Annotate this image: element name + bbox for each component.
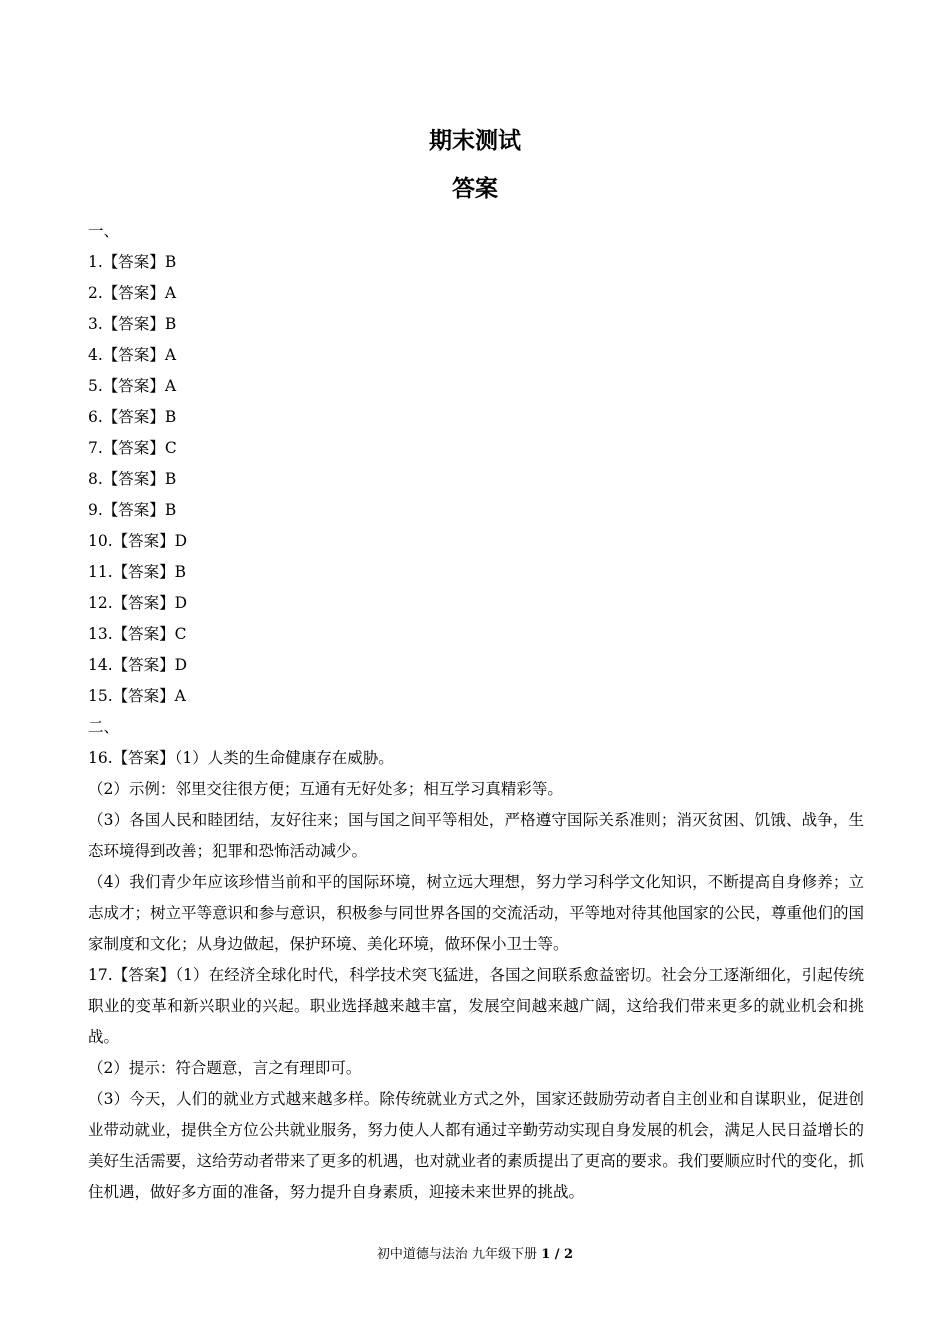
answer-row (88, 247, 864, 278)
page-title: 期末测试 (429, 128, 521, 154)
answer-value: D (174, 594, 188, 612)
q17-part1-text: （1）在经济全球化时代，科学技术突飞猛进，各国之间联系愈益密切。社会分工逐渐细化，引起传统职业的变革和新兴职业的兴起。职业选择越来越丰富，发展空间越来越广阔，这给我们带来更多的就业机会和挑战。 (88, 966, 864, 1046)
question-number: 13. (88, 625, 113, 643)
answer-value: A (164, 377, 177, 395)
page-subtitle: 答案 (452, 176, 498, 202)
answer-content (88, 216, 864, 1208)
answer-row (88, 526, 864, 557)
q16-part4: （4）我们青少年应该珍惜当前和平的国际环境，树立远大理想，努力学习科学文化知识，不断提高自身修养；立志成才；树立平等意识和参与意识，积极参与同世界各国的交流活动，平等地对待其他国家的公民，尊重他们的国家制度和文化；从身边做起，保护环境、美化环境，做环保小卫士等。 (88, 873, 864, 953)
answer-tag: 【答案】 (112, 594, 175, 612)
answer-row (88, 309, 864, 340)
answer-value: B (164, 470, 177, 488)
answer-row (88, 619, 864, 650)
question-number: 8. (88, 470, 103, 488)
q17-part1 (88, 960, 864, 1053)
question-number: 6. (88, 408, 103, 426)
section-heading-2: 二、 (88, 718, 120, 736)
answer-tag: 【答案】 (102, 346, 165, 364)
answer-tag: 【答案】 (112, 532, 175, 550)
answer-tag: 【答案】 (102, 501, 165, 519)
answer-tag: 【答案】 (112, 656, 175, 674)
answer-tag: 【答案】 (102, 408, 165, 426)
question-number: 10. (88, 532, 113, 550)
answer-row (88, 464, 864, 495)
question-number: 4. (88, 346, 103, 364)
answer-tag: 【答案】 (112, 625, 175, 643)
question-number: 7. (88, 439, 103, 457)
answer-value: D (174, 656, 188, 674)
page-number: 1 / 2 (541, 1247, 574, 1262)
q16-part3: （3）各国人民和睦团结，友好往来；国与国之间平等相处，严格遵守国际关系准则；消灭贫困、饥饿、战争，生态环境得到改善；犯罪和恐怖活动减少。 (88, 811, 864, 860)
question-number: 12. (88, 594, 113, 612)
question-number: 14. (88, 656, 113, 674)
answer-row (88, 495, 864, 526)
answer-value: B (164, 253, 177, 271)
answer-value: B (164, 501, 177, 519)
footer-text: 初中道德与法治 九年级下册 (376, 1247, 538, 1262)
question-number: 3. (88, 315, 103, 333)
answer-value: B (174, 563, 187, 581)
answer-value: A (174, 687, 186, 705)
answer-row (88, 433, 864, 464)
answer-tag: 【答案】 (102, 377, 165, 395)
question-number: 5. (88, 377, 103, 395)
answer-tag: 【答案】 (112, 687, 175, 705)
answer-tag: 【答案】 (102, 315, 165, 333)
section-heading-1: 一、 (88, 222, 120, 240)
answer-row (88, 681, 864, 712)
question-number: 11. (88, 563, 113, 581)
answer-tag: 【答案】 (102, 284, 165, 302)
answer-value: D (174, 532, 188, 550)
answer-value: C (174, 625, 187, 643)
question-number: 9. (88, 501, 103, 519)
q17-part3: （3）今天，人们的就业方式越来越多样。除传统就业方式之外，国家还鼓励劳动者自主创业和自谋职业，促进创业带动就业，提供全方位公共就业服务，努力使人人都有通过辛勤劳动实现自身发展的机会，满足人民日益增长的美好生活需要，这给劳动者带来了更多的机遇，也对就业者的素质提出了更高的要求。我们要顺应时代的变化，抓住机遇，做好多方面的准备，努力提升自身素质，迎接未来世界的挑战。 (88, 1090, 864, 1201)
answer-tag: 【答案】 (102, 470, 165, 488)
q16-part1-text: （1）人类的生命健康存在威胁。 (174, 749, 394, 767)
multiple-choice-answers (88, 247, 864, 712)
q17-part2: （2）提示：符合题意，言之有理即可。 (88, 1059, 362, 1077)
answer-value: B (164, 315, 177, 333)
answer-row (88, 371, 864, 402)
answer-row (88, 557, 864, 588)
answer-value: B (164, 408, 177, 426)
q16-part1 (88, 743, 864, 774)
answer-value: A (164, 284, 177, 302)
answer-row (88, 650, 864, 681)
answer-tag: 【答案】 (112, 563, 175, 581)
q16-part2: （2）示例：邻里交往很方便；互通有无好处多；相互学习真精彩等。 (88, 780, 563, 798)
q16-head: 16.【答案】 (88, 749, 175, 767)
question-number: 1. (88, 253, 103, 271)
answer-row (88, 588, 864, 619)
answer-row (88, 340, 864, 371)
answer-value: C (164, 439, 177, 457)
answer-row (88, 402, 864, 433)
question-number: 15. (88, 687, 113, 705)
answer-row (88, 278, 864, 309)
page-footer (0, 1245, 950, 1265)
answer-value: A (164, 346, 177, 364)
question-number: 2. (88, 284, 103, 302)
q17-head: 17.【答案】 (88, 966, 176, 984)
answer-tag: 【答案】 (102, 439, 165, 457)
answer-tag: 【答案】 (102, 253, 165, 271)
